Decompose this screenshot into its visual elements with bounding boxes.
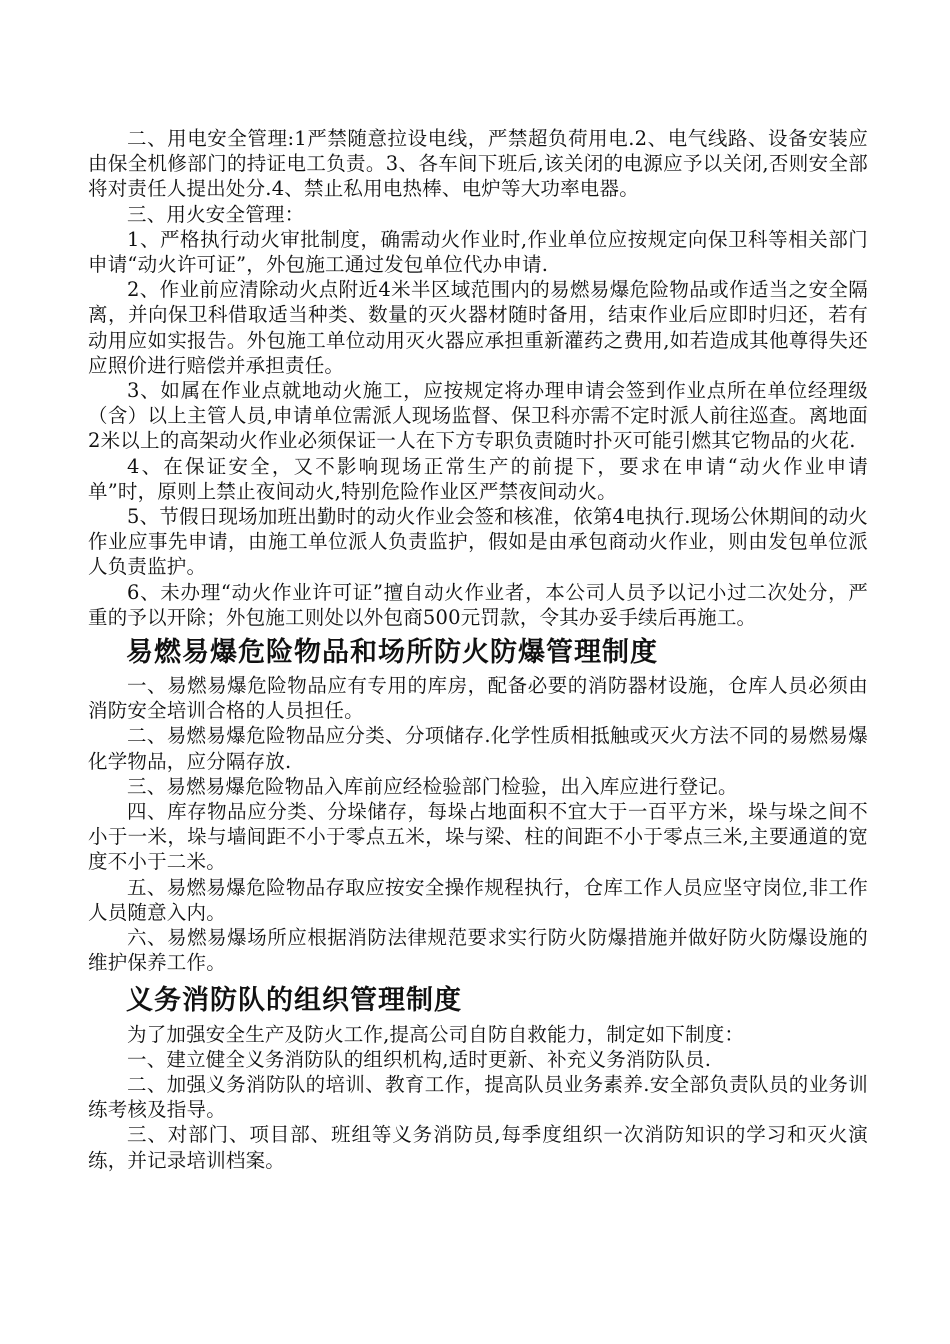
document-page bbox=[88, 126, 868, 1173]
fire-safety-item-4: 4、在保证安全，又不影响现场正常生产的前提下，要求在申请“动火作业申请单”时，原则上禁止夜间动火,特别危险作业区严禁夜间动火。 bbox=[88, 454, 868, 503]
hazard-item-1: 一、易燃易爆危险物品应有专用的库房，配备必要的消防器材设施，仓库人员必须由消防安全培训合格的人员担任。 bbox=[88, 674, 868, 723]
brigade-item-3: 三、对部门、项目部、班组等义务消防员,每季度组织一次消防知识的学习和灭火演练，并记录培训档案。 bbox=[88, 1123, 868, 1172]
fire-safety-item-3: 3、如属在作业点就地动火施工，应按规定将办理申请会签到作业点所在单位经理级（含）以上主管人员,申请单位需派人现场监督、保卫科亦需不定时派人前往巡查。离地面2米以上的高架动火作业必须保证一人在下方专职负责随时扑灭可能引燃其它物品的火花. bbox=[88, 379, 868, 453]
fire-safety-item-6: 6、未办理“动火作业许可证”擅自动火作业者，本公司人员予以记小过二次处分，严重的予以开除；外包施工则处以外包商500元罚款，令其办妥手续后再施工。 bbox=[88, 580, 868, 629]
fire-safety-item-5: 5、节假日现场加班出勤时的动火作业会签和核准，依第4电执行.现场公休期间的动火作业应事先申请，由施工单位派人负责监护，假如是由承包商动火作业，则由发包单位派人负责监护。 bbox=[88, 505, 868, 579]
hazard-item-2: 二、易燃易爆危险物品应分类、分项储存.化学性质相抵触或灭火方法不同的易燃易爆化学物品，应分隔存放. bbox=[88, 724, 868, 773]
brigade-intro: 为了加强安全生产及防火工作,提高公司自防自救能力，制定如下制度： bbox=[127, 1022, 745, 1046]
fire-safety-item-1: 1、严格执行动火审批制度，确需动火作业时,作业单位应按规定向保卫科等相关部门申请“动火许可证”，外包施工通过发包单位代办申请. bbox=[88, 227, 868, 277]
brigade-item-2: 二、加强义务消防队的培训、教育工作，提高队员业务素养.安全部负责队员的业务训练考核及指导。 bbox=[88, 1072, 868, 1122]
hazard-item-3: 三、易燃易爆危险物品入库前应经检验部门检验，出入库应进行登记。 bbox=[127, 774, 738, 798]
hazard-item-4: 四、库存物品应分类、分垛储存，每垛占地面积不宜大于一百平方米，垛与垛之间不小于一米，垛与墙间距不小于零点五米，垛与梁、柱的间距不小于零点三米,主要通道的宽度不小于二米。 bbox=[88, 800, 868, 874]
fire-brigade-heading: 义务消防队的组织管理制度 bbox=[126, 984, 462, 1016]
fire-safety-item-2: 2、作业前应清除动火点附近4米半区域范围内的易燃易爆危险物品或作适当之安全隔离，并向保卫科借取适当种类、数量的灭火器材随时备用，结束作业后应即时归还，若有动用应如实报告。外包施工单位动用灭火器应承担重新灌药之费用,如若造成其他尊得失还应照价进行赔偿并承担责任。 bbox=[88, 278, 868, 377]
electric-safety-paragraph: 二、用电安全管理:1严禁随意拉设电线，严禁超负荷用电.2、电气线路、设备安装应由保全机修部门的持证电工负责。3、各车间下班后,该关闭的电源应予以关闭,否则安全部将对责任人提出处分.4、禁止私用电热棒、电炉等大功率电器。 bbox=[88, 127, 868, 201]
hazard-item-5: 五、易燃易爆危险物品存取应按安全操作规程执行，仓库工作人员应坚守岗位,非工作人员随意入内。 bbox=[88, 875, 868, 924]
brigade-item-1: 一、建立健全义务消防队的组织机构,适时更新、补充义务消防队员. bbox=[127, 1047, 712, 1071]
hazard-item-6: 六、易燃易爆场所应根据消防法律规范要求实行防火防爆措施并做好防火防爆设施的维护保养工作。 bbox=[88, 926, 868, 975]
hazard-management-heading: 易燃易爆危险物品和场所防火防爆管理制度 bbox=[126, 637, 658, 669]
fire-safety-title: 三、用火安全管理： bbox=[127, 202, 305, 226]
